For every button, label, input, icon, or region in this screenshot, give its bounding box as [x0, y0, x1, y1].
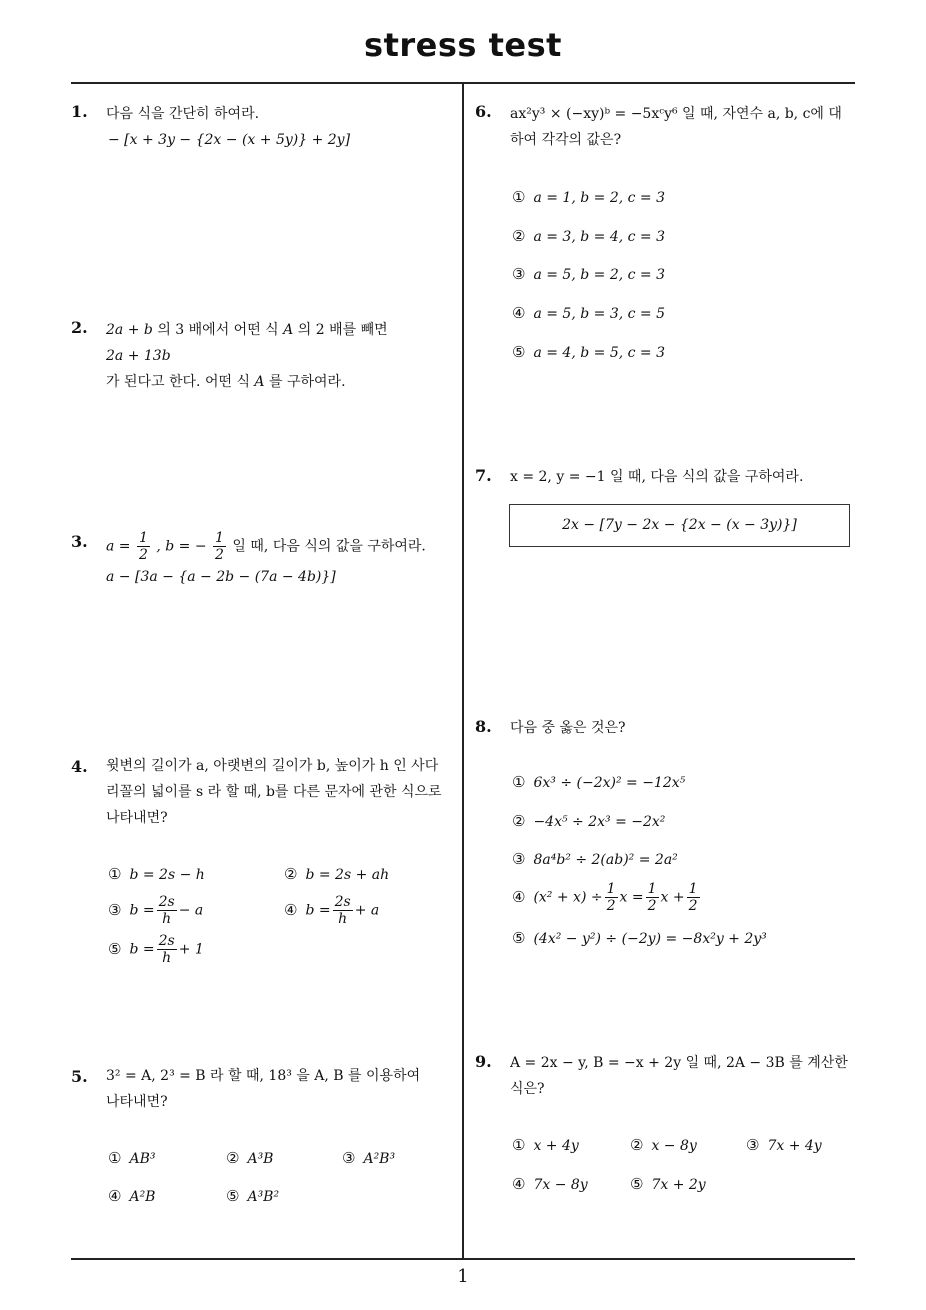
option-text: 7x − 8y [533, 1177, 588, 1193]
text-line: 하여 각각의 값은? [510, 132, 622, 148]
column-divider [462, 84, 464, 1258]
text-line: 리꼴의 넓이를 s 라 할 때, b를 다른 문자에 관한 식으로 [106, 784, 442, 800]
option-marker: ⑤ [512, 343, 526, 361]
condition-text: 일 때, 다음 식의 값을 구하여라. [232, 538, 426, 555]
text-line: 나타내면? [106, 1094, 168, 1110]
option-text: b = 2s + ah [305, 867, 390, 883]
question-3-expression: a − [3a − {a − 2b − (7a − 4b)}] [106, 569, 336, 585]
question-3-condition [106, 530, 426, 563]
option-marker: ② [512, 812, 526, 830]
q9-option-5[interactable] [630, 1175, 706, 1193]
option-text: + 1 [178, 941, 204, 958]
option-text: a = 5, b = 3, c = 5 [533, 306, 666, 322]
question-2-number: 2. [71, 318, 88, 337]
q4-option-1[interactable] [108, 865, 205, 883]
option-text: A³B [247, 1151, 274, 1167]
text-line: 식은? [510, 1081, 545, 1097]
option-text: 6x³ ÷ (−2x)² = −12x⁵ [533, 775, 686, 791]
fraction [157, 933, 177, 966]
footer-rule [71, 1258, 855, 1260]
option-marker: ⑤ [108, 939, 122, 958]
numerator: 1 [606, 881, 616, 897]
fraction [646, 881, 659, 914]
option-text: x + 4y [533, 1138, 579, 1154]
question-1-text: 다음 식을 간단히 하여라. [106, 106, 260, 122]
fraction [137, 530, 150, 563]
option-marker: ④ [512, 1175, 526, 1193]
option-text: b = [129, 941, 155, 958]
numerator: 1 [215, 530, 224, 546]
numerator: 2s [158, 933, 175, 949]
text-fragment: 의 2 배를 빼면 [297, 322, 388, 338]
text-fragment: 를 구하여라. [269, 374, 346, 390]
q4-option-2[interactable] [284, 865, 389, 883]
denominator: 2 [647, 898, 657, 914]
question-6-text [510, 101, 842, 153]
q8-option-2[interactable] [512, 812, 665, 830]
text-fragment: 가 된다고 한다. 어떤 식 [106, 374, 250, 390]
option-text: A²B [129, 1189, 156, 1205]
eq-b: , b = − [156, 538, 207, 555]
denominator: 2 [606, 898, 616, 914]
text-line: 나타내면? [106, 810, 168, 826]
numerator: 1 [647, 881, 657, 897]
text-line: A = 2x − y, B = −x + 2y 일 때, 2A − 3B 를 계산한 [510, 1055, 848, 1071]
option-marker: ② [284, 865, 298, 883]
option-text: −4x⁵ ÷ 2x³ = −2x² [533, 814, 666, 830]
option-text: a = 3, b = 4, c = 3 [533, 229, 666, 245]
option-text: a = 1, b = 2, c = 3 [533, 190, 666, 206]
option-marker: ⑤ [226, 1187, 240, 1205]
option-marker: ④ [512, 304, 526, 322]
q4-option-4[interactable] [284, 894, 379, 927]
eq-a: a = [106, 538, 131, 555]
option-marker: ⑤ [630, 1175, 644, 1193]
q5-option-1[interactable] [108, 1149, 155, 1167]
option-text: b = [305, 902, 331, 919]
text-line: 윗변의 길이가 a, 아랫변의 길이가 b, 높이가 h 인 사다 [106, 758, 439, 774]
option-marker: ⑤ [512, 929, 526, 947]
q8-option-5[interactable] [512, 929, 767, 947]
option-marker: ④ [512, 887, 526, 906]
q5-option-4[interactable] [108, 1187, 155, 1205]
question-number: 1. [71, 102, 88, 121]
question-8-number: 8. [475, 717, 492, 736]
option-marker: ② [512, 227, 526, 245]
option-text: 7x + 2y [651, 1177, 706, 1193]
option-marker: ④ [284, 900, 298, 919]
question-7-number: 7. [475, 466, 492, 485]
q6-option-5[interactable] [512, 343, 665, 361]
fraction [687, 881, 700, 914]
numerator: 2s [158, 894, 175, 910]
q6-option-3[interactable] [512, 265, 665, 283]
var-A: A [254, 374, 265, 390]
q9-option-3[interactable] [746, 1136, 822, 1154]
q6-option-2[interactable] [512, 227, 665, 245]
question-4-number: 4. [71, 757, 88, 776]
option-text: 8a⁴b² ÷ 2(ab)² = 2a² [533, 852, 678, 868]
option-marker: ① [108, 865, 122, 883]
option-marker: ④ [108, 1187, 122, 1205]
page-number: 1 [457, 1266, 469, 1287]
option-text: AB³ [129, 1151, 156, 1167]
var-A: A [283, 322, 294, 338]
text-fragment: 의 3 배에서 어떤 식 [157, 322, 279, 338]
q9-option-4[interactable] [512, 1175, 588, 1193]
option-marker: ③ [746, 1136, 760, 1154]
q5-option-3[interactable] [342, 1149, 395, 1167]
option-marker: ③ [342, 1149, 356, 1167]
denominator: 2 [688, 898, 698, 914]
option-marker: ③ [512, 265, 526, 283]
option-marker: ① [512, 188, 526, 206]
option-marker: ③ [108, 900, 122, 919]
q4-option-5[interactable] [108, 933, 204, 966]
q8-option-4[interactable] [512, 881, 702, 914]
numerator: 2s [334, 894, 351, 910]
option-text: (4x² − y²) ÷ (−2y) = −8x²y + 2y³ [533, 931, 767, 947]
question-2-text [106, 317, 456, 395]
question-3-number: 3. [71, 532, 88, 551]
numerator: 1 [138, 530, 148, 546]
option-text: 7x + 4y [767, 1138, 822, 1154]
q8-option-3[interactable] [512, 850, 678, 868]
denominator: h [162, 950, 172, 966]
fraction [213, 530, 226, 563]
option-text: b = 2s − h [129, 867, 205, 883]
option-text: x + [660, 889, 685, 906]
q8-option-1[interactable] [512, 773, 685, 791]
expr-2a-plus-b: 2a + b [106, 322, 153, 338]
option-marker: ② [226, 1149, 240, 1167]
question-8-text: 다음 중 옳은 것은? [510, 720, 626, 736]
option-text: A³B² [247, 1189, 280, 1205]
text-line: 3² = A, 2³ = B 라 할 때, 18³ 을 A, B 를 이용하여 [106, 1068, 421, 1084]
boxed-expression [509, 504, 850, 547]
option-marker: ① [512, 1136, 526, 1154]
boxed-expression-text: 2x − [7y − 2x − {2x − (x − 3y)}] [562, 517, 797, 533]
denominator: 2 [215, 547, 224, 563]
option-marker: ① [108, 1149, 122, 1167]
question-4-text [106, 753, 442, 831]
question-9-text [510, 1050, 848, 1102]
option-marker: ② [630, 1136, 644, 1154]
numerator: 1 [688, 881, 698, 897]
option-text: a = 4, b = 5, c = 3 [533, 345, 666, 361]
option-text: x − 8y [651, 1138, 697, 1154]
q5-option-5[interactable] [226, 1187, 279, 1205]
q6-option-1[interactable] [512, 188, 665, 206]
expr-2a-plus-13b: 2a + 13b [106, 348, 171, 364]
option-marker: ③ [512, 850, 526, 868]
denominator: h [338, 911, 348, 927]
fraction [157, 894, 177, 927]
question-1-expression: − [x + 3y − {2x − (x + 5y)} + 2y] [108, 132, 351, 148]
denominator: 2 [138, 547, 148, 563]
text-line: ax²y³ × (−xy)ᵇ = −5xᶜy⁶ 일 때, 자연수 a, b, c에 대 [510, 106, 842, 122]
question-9-number: 9. [475, 1052, 492, 1071]
question-1 [71, 102, 88, 121]
option-text: b = [129, 902, 155, 919]
question-6-number: 6. [475, 102, 492, 121]
q5-option-2[interactable] [226, 1149, 273, 1167]
option-text: A²B³ [363, 1151, 396, 1167]
fraction [605, 881, 618, 914]
q6-option-4[interactable] [512, 304, 665, 322]
option-text: x = [619, 889, 644, 906]
fraction [333, 894, 353, 927]
q9-option-1[interactable] [512, 1136, 579, 1154]
denominator: h [162, 911, 172, 927]
option-text: + a [354, 902, 380, 919]
q4-option-3[interactable] [108, 894, 203, 927]
option-marker: ① [512, 773, 526, 791]
page-title: stress test [364, 26, 562, 64]
option-text: a = 5, b = 2, c = 3 [533, 267, 666, 283]
question-7-text: x = 2, y = −1 일 때, 다음 식의 값을 구하여라. [510, 469, 804, 485]
option-text: (x² + x) ÷ [533, 889, 603, 906]
question-5-number: 5. [71, 1067, 88, 1086]
option-text: − a [178, 902, 204, 919]
question-5-text [106, 1063, 420, 1115]
q9-option-2[interactable] [630, 1136, 697, 1154]
